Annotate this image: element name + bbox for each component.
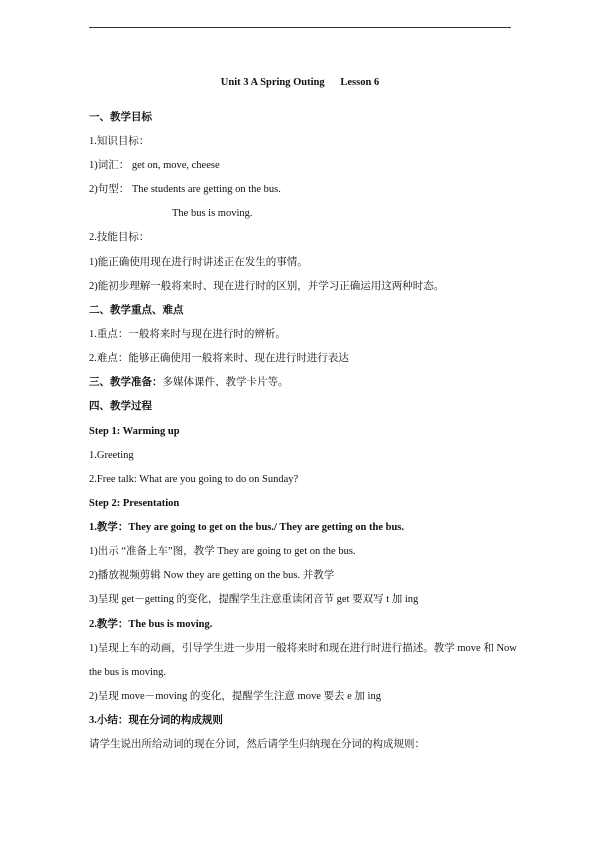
teaching-step-1-3: 3)呈现 get－getting 的变化，提醒学生注意重读闭音节 get 要双写 t 加 ing	[89, 594, 419, 605]
summary-instruction: 请学生说出所给动词的现在分词，然后请学生归纳现在分词的构成规则：	[89, 739, 425, 750]
section-heading-objectives: 一、教学目标	[89, 112, 152, 123]
skill-line-1: 1)能正确使用现在进行时讲述正在发生的事情。	[89, 257, 308, 268]
summary-heading: 3.小结：现在分词的构成规则	[89, 715, 223, 726]
teaching-step-1-2: 2)播放视频剪辑 Now they are getting on the bus. 并教学	[89, 570, 335, 581]
key-point-line: 1.重点：一般将来时与现在进行时的辨析。	[89, 329, 286, 340]
teaching-step-2-1: 1)呈现上车的动画，引导学生进一步用一般将来时和现在进行时进行描述。教学 move 和 Now	[89, 643, 517, 654]
header-rule	[89, 27, 511, 28]
teaching-step-2-2: 2)呈现 move－moving 的变化，提醒学生注意 move 要去 e 加 ing	[89, 691, 381, 702]
preparation-text: 多媒体课件、教学卡片等。	[162, 377, 289, 388]
teaching-point-1: 1.教学：They are going to get on the bus./ They are getting on the bus.	[89, 522, 405, 533]
teaching-step-2-1-cont: the bus is moving.	[89, 667, 167, 678]
sentence-pattern-line: 2)句型： The students are getting on the bus.	[89, 184, 281, 195]
teaching-step-1-1: 1)出示 “准备上车”图，教学 They are going to get on the bus.	[89, 546, 356, 557]
sentence-pattern-line-2: The bus is moving.	[172, 208, 253, 219]
subheading-skills: 2.技能目标：	[89, 232, 150, 243]
teaching-point-2: 2.教学：The bus is moving.	[89, 619, 213, 630]
section-heading-preparation: 三、教学准备：	[89, 377, 163, 388]
step-2-heading: Step 2: Presentation	[89, 498, 180, 509]
lesson-title: Unit 3 A Spring Outing Lesson 6	[220, 77, 380, 88]
free-talk-line: 2.Free talk: What are you going to do on Sunday?	[89, 474, 299, 485]
step-1-heading: Step 1: Warming up	[89, 426, 180, 437]
greeting-line: 1.Greeting	[89, 450, 134, 461]
section-heading-process: 四、教学过程	[89, 401, 152, 412]
section-preparation	[89, 376, 289, 390]
vocab-line: 1)词汇： get on, move, cheese	[89, 160, 220, 171]
subheading-knowledge: 1.知识目标：	[89, 136, 150, 147]
skill-line-2: 2)能初步理解一般将来时、现在进行时的区别，并学习正确运用这两种时态。	[89, 281, 445, 292]
section-heading-key-points: 二、教学重点、难点	[89, 305, 184, 316]
difficulty-line: 2.难点：能够正确使用一般将来时、现在进行时进行表达	[89, 353, 349, 364]
